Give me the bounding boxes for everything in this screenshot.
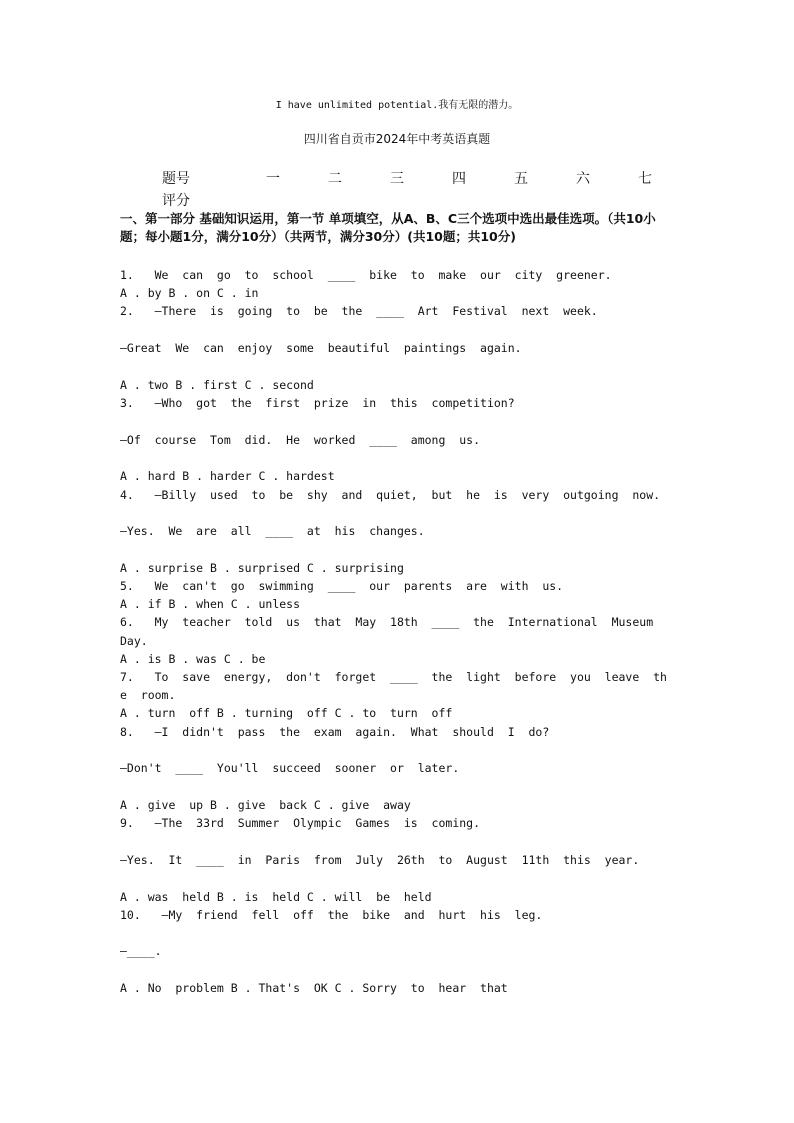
- question-item: [120, 577, 680, 613]
- question-spacer: [120, 869, 680, 888]
- question-options: A . hard B . harder C . hardest: [120, 469, 335, 484]
- question-options: A . turn off B . turning off C . to turn off: [120, 706, 453, 721]
- score-table: [162, 168, 676, 210]
- exam-title: 四川省自贡市2024年中考英语真题: [303, 132, 491, 146]
- score-col-3: 三: [390, 171, 404, 187]
- question-item: [120, 613, 680, 668]
- question-spacer: [120, 777, 680, 796]
- question-item: [120, 723, 680, 815]
- section-heading: 一、第一部分 基础知识运用，第一节 单项填空，从A、B、C三个选项中选出最佳选项。（共10小题；每小题1分，满分10分）（共两节，满分30分）(共10题；共10分): [120, 211, 656, 244]
- score-col-1: 一: [266, 171, 280, 187]
- question-line: —Yes. It ____ in Paris from July 26th to August 11th this year.: [120, 852, 640, 867]
- question-spacer: [120, 412, 680, 431]
- question-item: [120, 486, 680, 578]
- question-spacer: [120, 357, 680, 376]
- question-line: —____.: [120, 944, 162, 959]
- question-line: —Of course Tom did. He worked ____ among us.: [120, 432, 481, 447]
- question-stem: 1. We can go to school ____ bike to make our city greener.: [120, 268, 612, 282]
- question-options: A . two B . first C . second: [120, 377, 314, 392]
- question-options: A . if B . when C . unless: [120, 597, 301, 612]
- question-item: [120, 394, 680, 486]
- question-stem: 4. —Billy used to be shy and quiet, but he is very outgoing now.: [120, 487, 661, 502]
- question-item: [120, 266, 680, 302]
- question-stem: 2. —There is going to be the ____ Art Festival next week.: [120, 304, 598, 319]
- score-table-label-number: 题号: [162, 171, 190, 187]
- question-spacer: [120, 449, 680, 468]
- score-col-4: 四: [452, 171, 466, 187]
- question-line: Day.: [120, 633, 148, 648]
- question-stem: 6. My teacher told us that May 18th ____ the International Museum: [120, 615, 654, 630]
- score-col-7: 七: [638, 171, 652, 187]
- question-stem: 8. —I didn't pass the exam again. What should I do?: [120, 724, 550, 739]
- question-options: A . is B . was C . be: [120, 651, 266, 666]
- question-item: [120, 906, 680, 998]
- score-table-score-row: [162, 190, 676, 210]
- question-stem: 5. We can't go swimming ____ our parents are with us.: [120, 579, 564, 594]
- question-line: —Yes. We are all ____ at his changes.: [120, 524, 425, 539]
- question-options: A . surprise B . surprised C . surprising: [120, 560, 404, 575]
- question-spacer: [120, 504, 680, 523]
- score-col-6: 六: [576, 171, 590, 187]
- question-line: —Great We can enjoy some beautiful paintings again.: [120, 341, 522, 356]
- question-spacer: [120, 961, 680, 980]
- question-item: [120, 302, 680, 394]
- question-stem: 7. To save energy, don't forget ____ the light before you leave th: [120, 670, 667, 684]
- score-table-header-row: [162, 168, 676, 188]
- question-options: A . was held B . is held C . will be held: [120, 889, 432, 904]
- question-item: [120, 814, 680, 906]
- question-line: e room.: [120, 688, 176, 703]
- score-col-2: 二: [328, 171, 342, 187]
- question-stem: 3. —Who got the first prize in this competition?: [120, 395, 515, 410]
- question-spacer: [120, 741, 680, 760]
- question-spacer: [120, 924, 680, 943]
- score-col-5: 五: [514, 171, 528, 187]
- question-options: A . by B . on C . in: [120, 286, 259, 301]
- question-spacer: [120, 540, 680, 559]
- question-line: —Don't ____ You'll succeed sooner or later.: [120, 761, 460, 776]
- question-options: A . give up B . give back C . give away: [120, 797, 411, 812]
- page-motto: I have unlimited potential.我有无限的潜力。: [275, 100, 519, 111]
- question-spacer: [120, 321, 680, 340]
- score-table-label-score: 评分: [162, 193, 190, 209]
- question-spacer: [120, 832, 680, 851]
- question-stem: 9. —The 33rd Summer Olympic Games is coming.: [120, 816, 481, 831]
- question-options: A . No problem B . That's OK C . Sorry to hear that: [120, 981, 508, 996]
- question-item: [120, 668, 680, 723]
- question-stem: 10. —My friend fell off the bike and hurt his leg.: [120, 907, 543, 922]
- question-list: [120, 266, 680, 997]
